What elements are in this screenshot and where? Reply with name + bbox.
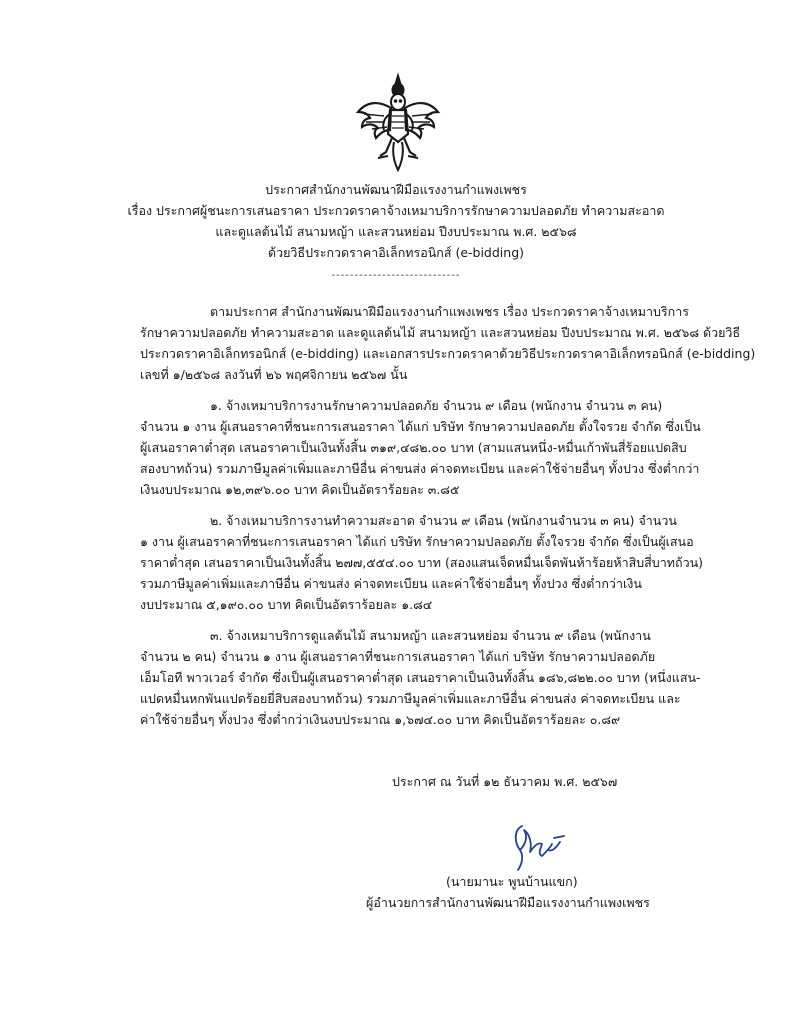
item3-line-2: จำนวน ๒ คน) จำนวน ๑ งาน ผู้เสนอราคาที่ชนะการเสนอราคา ได้แก่ บริษัท รักษาความปลอดภัย bbox=[140, 649, 656, 664]
item3-line-1: ๓. จ้างเหมาบริการดูแลต้นไม้ สนามหญ้า และสวนหย่อม จำนวน ๙ เดือน (พนักงาน bbox=[210, 628, 651, 643]
item3-line-5: ค่าใช้จ่ายอื่นๆ ทั้งปวง ซึ่งต่ำกว่าเงินงบประมาณ ๑,๖๗๔.๐๐ บาท คิดเป็นอัตราร้อยละ ๐.๘๙ bbox=[140, 712, 621, 727]
subject-line-2: และดูแลต้นไม้ สนามหญ้า และสวนหย่อม ปีงบประมาณ พ.ศ. ๒๕๖๘ bbox=[215, 224, 577, 239]
subject-line-1: เรื่อง ประกาศผู้ชนะการเสนอราคา ประกวดราคาจ้างเหมาบริการรักษาความปลอดภัย ทำความสะอาด bbox=[127, 203, 665, 218]
item1-line-1: ๑. จ้างเหมาบริการงานรักษาความปลอดภัย จำนวน ๙ เดือน (พนักงาน จำนวน ๓ คน) bbox=[210, 398, 663, 413]
item3-line-4: แปดหมื่นหกพันแปดร้อยยี่สิบสองบาทถ้วน) รวมภาษีมูลค่าเพิ่มและภาษีอื่น ค่าขนส่ง ค่าจดทะเบียน และ bbox=[140, 691, 681, 706]
item3-line-3: เอ็มโอที พาวเวอร์ จำกัด ซึ่งเป็นผู้เสนอราคาต่ำสุด เสนอราคาเป็นเงินทั้งสิ้น ๑๘๖,๘๒๒.๐๐ บาท (หนึ่งแสน- bbox=[140, 670, 701, 685]
intro-line-1: ตามประกาศ สำนักงานพัฒนาฝีมือแรงงานกำแพงเพชร เรื่อง ประกวดราคาจ้างเหมาบริการ bbox=[210, 304, 689, 319]
intro-line-4: เลขที่ ๑/๒๕๖๘ ลงวันที่ ๒๖ พฤศจิกายน ๒๕๖๗ นั้น bbox=[140, 367, 408, 382]
item2-line-1: ๒. จ้างเหมาบริการงานทำความสะอาด จำนวน ๙ เดือน (พนักงานจำนวน ๓ คน) จำนวน bbox=[210, 513, 677, 528]
item1-line-3: ผู้เสนอราคาต่ำสุด เสนอราคาเป็นเงินทั้งสิ้น ๓๑๙,๔๘๒.๐๐ บาท (สามแสนหนึ่ง-หมื่นเก้าพันสี่ร้อยแปดสิบ bbox=[140, 440, 687, 455]
intro-line-2: รักษาความปลอดภัย ทำความสะอาด และดูแลต้นไม้ สนามหญ้า และสวนหย่อม ปีงบประมาณ พ.ศ. ๒๕๖๘ ด้วยวิธี bbox=[140, 325, 741, 340]
item2-line-3: ราคาต่ำสุด เสนอราคาเป็นเงินทั้งสิ้น ๒๗๗,๕๕๔.๐๐ บาท (สองแสนเจ็ดหมื่นเจ็ดพันห้าร้อยห้าสิบสี่บาทถ้วน) bbox=[140, 555, 704, 570]
signer-name: (นายมานะ พูนบ้านแขก) bbox=[446, 874, 578, 889]
item2-line-5: งบประมาณ ๕,๑๙๐.๐๐ บาท คิดเป็นอัตราร้อยละ ๑.๘๔ bbox=[140, 597, 433, 612]
header-divider: ---------------------------- bbox=[331, 270, 461, 281]
item1-line-2: จำนวน ๑ งาน ผู้เสนอราคาที่ชนะการเสนอราคา ได้แก่ บริษัท รักษาความปลอดภัย ตั้งใจรวย จำกัด ซึ่งเป็น bbox=[140, 419, 701, 434]
garuda-emblem bbox=[354, 72, 442, 172]
item1-line-5: เงินงบประมาณ ๑๒,๓๙๖.๐๐ บาท คิดเป็นอัตราร้อยละ ๓.๘๕ bbox=[140, 482, 460, 497]
item2-line-4: รวมภาษีมูลค่าเพิ่มและภาษีอื่น ค่าขนส่ง ค่าจดทะเบียน และค่าใช้จ่ายอื่นๆ ทั้งปวง ซึ่งต่ำกว่าเงิน bbox=[140, 576, 642, 591]
handwritten-signature bbox=[508, 820, 568, 872]
announcement-title: ประกาศสำนักงานพัฒนาฝีมือแรงงานกำแพงเพชร bbox=[265, 182, 527, 197]
item1-line-4: สองบาทถ้วน) รวมภาษีมูลค่าเพิ่มและภาษีอื่น ค่าขนส่ง ค่าจดทะเบียน และค่าใช้จ่ายอื่นๆ ทั้งปวง ซึ่งต่ำกว่า bbox=[140, 461, 700, 476]
intro-line-3: ประกวดราคาอิเล็กทรอนิกส์ (e-bidding) และเอกสารประกวดราคาด้วยวิธีประกวดราคาอิเล็กทรอนิกส์ (e-bidding) bbox=[140, 346, 756, 361]
item2-line-2: ๑ งาน ผู้เสนอราคาที่ชนะการเสนอราคา ได้แก่ บริษัท รักษาความปลอดภัย ตั้งใจรวย จำกัด ซึ่งเป็นผู้เสนอ bbox=[140, 534, 694, 549]
signer-title: ผู้อำนวยการสำนักงานพัฒนาฝีมือแรงงานกำแพงเพชร bbox=[366, 895, 650, 910]
subject-line-3: ด้วยวิธีประกวดราคาอิเล็กทรอนิกส์ (e-bidding) bbox=[267, 245, 525, 260]
announcement-date: ประกาศ ณ วันที่ ๑๒ ธันวาคม พ.ศ. ๒๕๖๗ bbox=[392, 774, 618, 789]
